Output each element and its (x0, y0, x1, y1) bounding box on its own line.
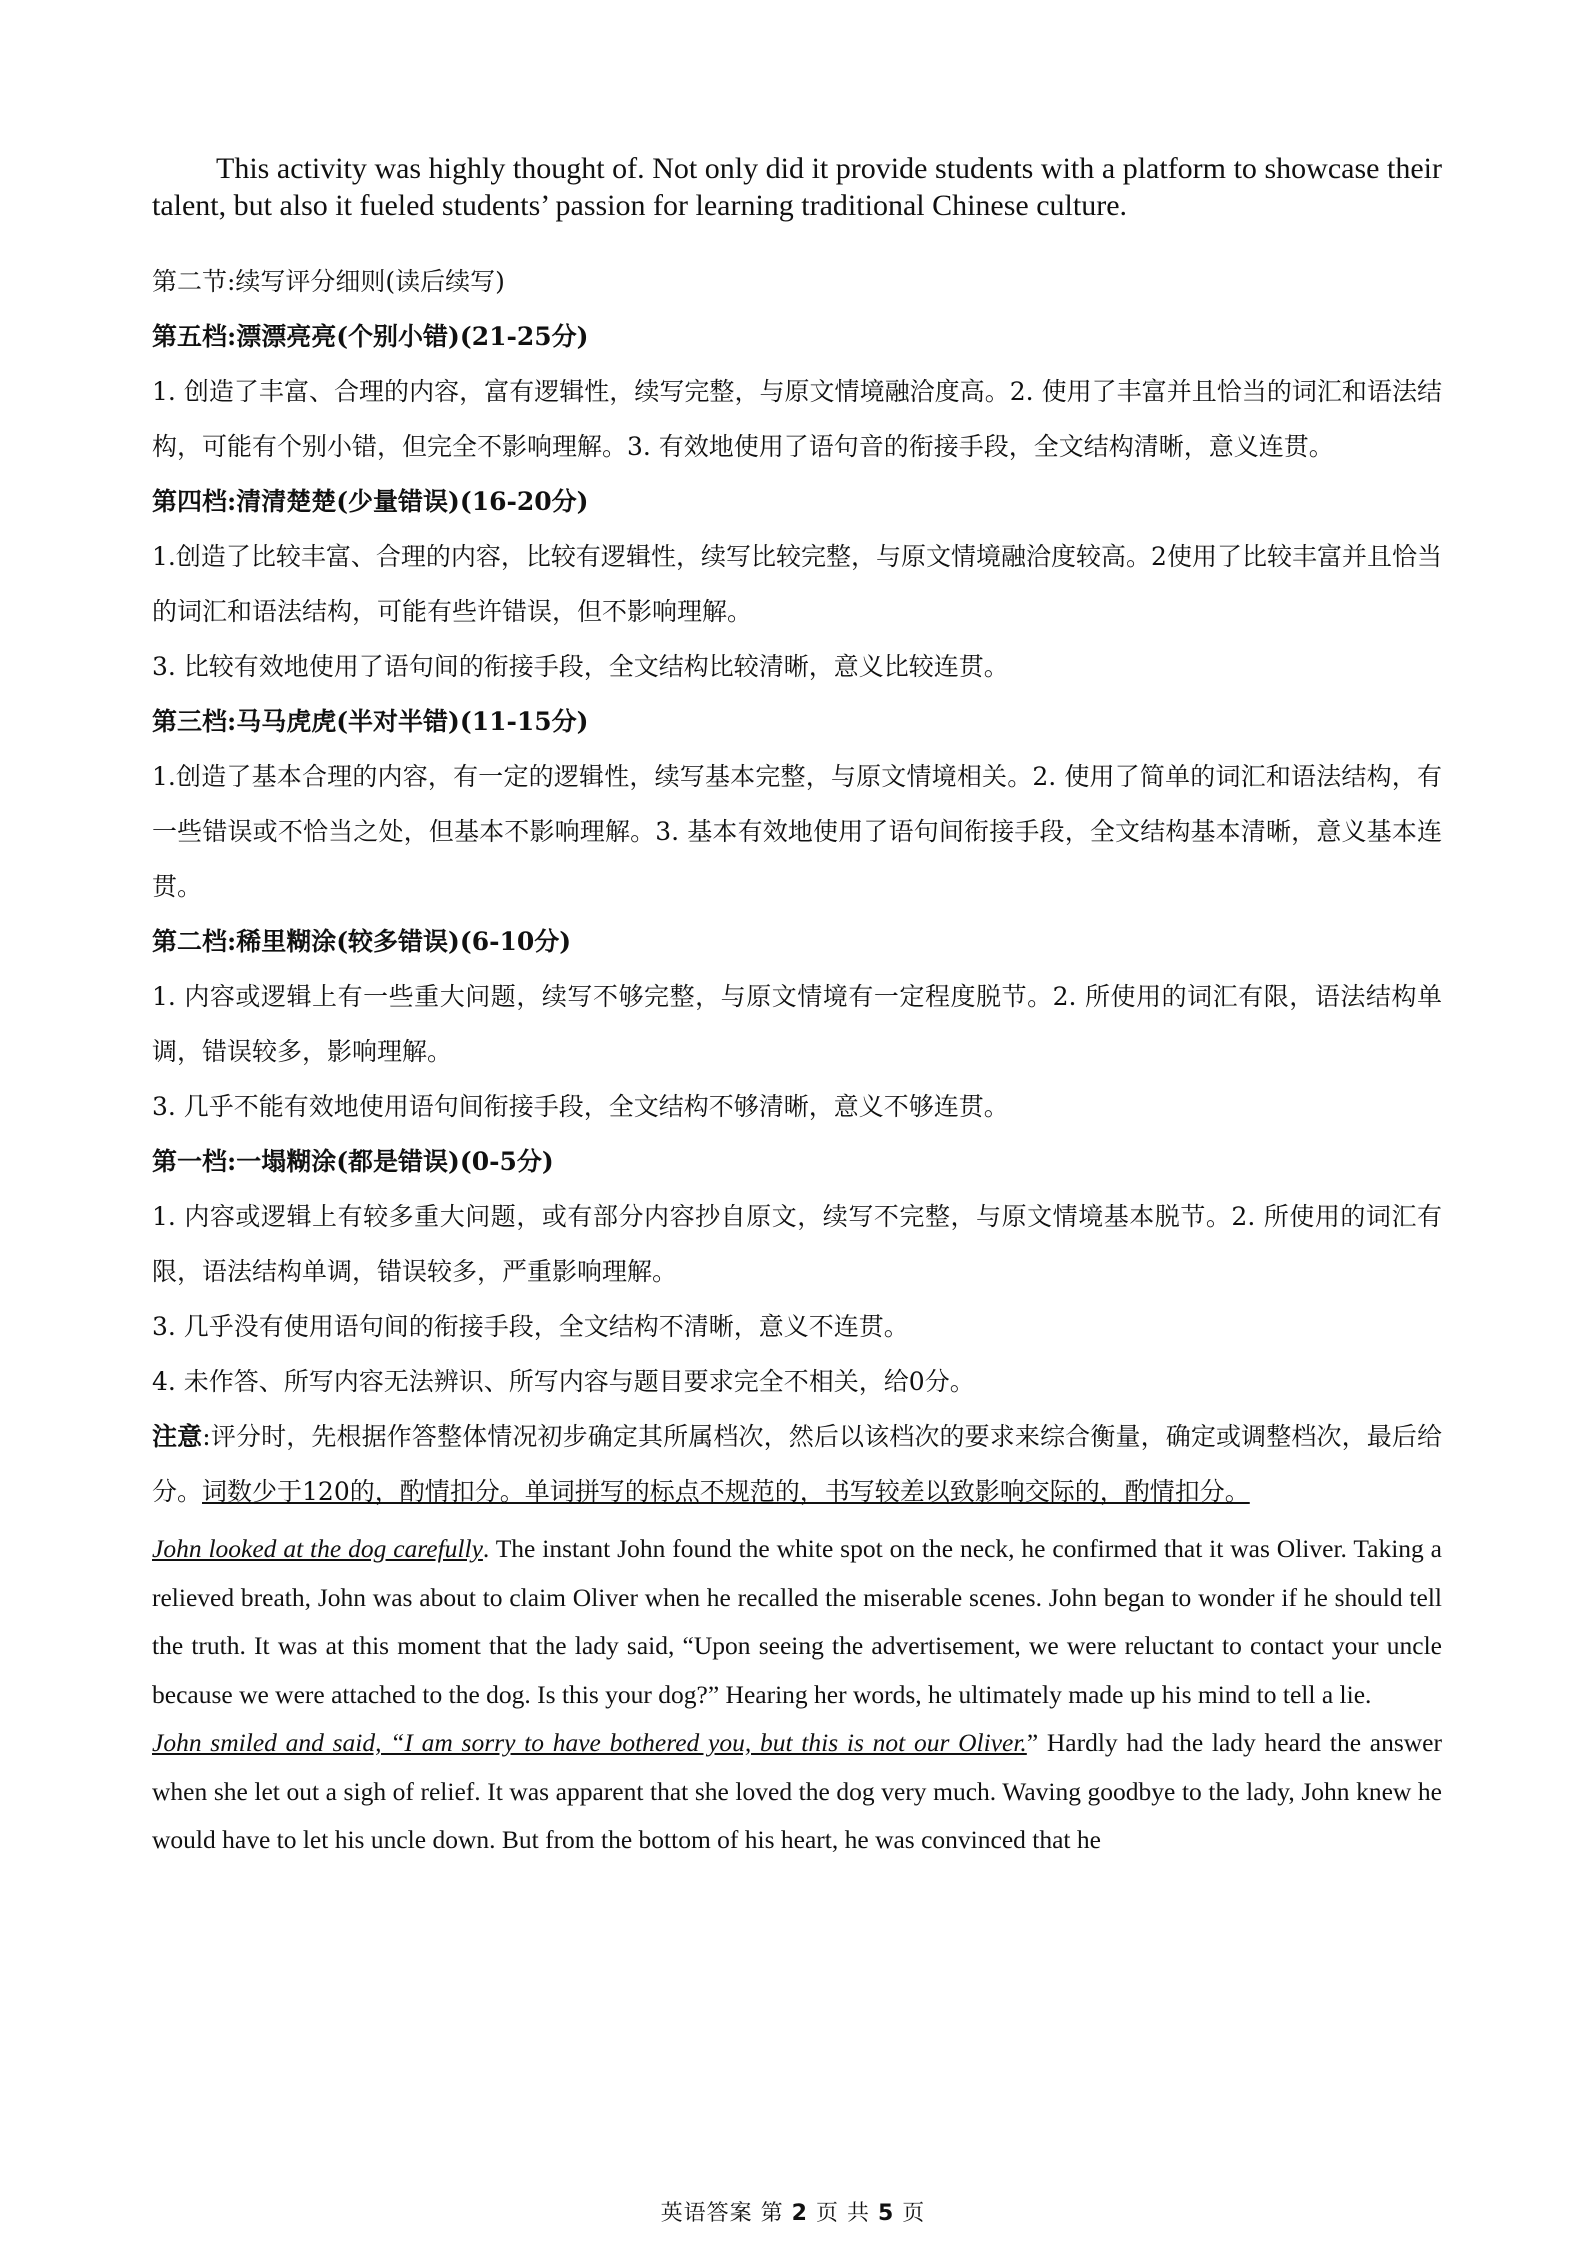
footer-middle: 页 共 (815, 2201, 870, 2226)
note-text: :评分时，先根据作答整体情况初步确定其所属档次，然后以该档次的要求来综合衡量，确定或调整档次，最后给分。 (152, 1422, 1442, 1506)
note-paragraph (152, 1409, 1442, 1519)
level-title: 第四档:清清楚楚(少量错误)(16-20分) (152, 487, 589, 516)
level-paragraph: 1.创造了比较丰富、合理的内容，比较有逻辑性，续写比较完整，与原文情境融洽度较高。2使用了比较丰富并且恰当的词汇和语法结构，可能有些许错误，但不影响理解。 (152, 542, 1442, 626)
answer-page (152, 150, 1442, 1865)
level-paragraph: 1. 内容或逻辑上有一些重大问题，续写不够完整，与原文情境有一定程度脱节。2. 所使用的词汇有限，语法结构单调，错误较多，影响理解。 (152, 982, 1442, 1066)
level-1 (152, 1134, 1442, 1409)
essay-body: . The instant John found the white spot on the neck, he confirmed that it was Oliver. Taking a relieved breath, John was about to claim Oliver when he recalled the miserable scenes. John began to wonder if he should tell the truth. It was at this moment that the lady said, “Upon seeing the advertisement, we were reluctant to contact your uncle because we were attached to the dog. Is this your dog?” Hearing her words, he ultimately made up his mind to tell a lie. (152, 1534, 1442, 1709)
essay-paragraph-2 (152, 1719, 1442, 1865)
level-title: 第三档:马马虎虎(半对半错)(11-15分) (152, 707, 589, 736)
essay-paragraph-1 (152, 1525, 1442, 1719)
level-2 (152, 914, 1442, 1134)
footer-total-pages: 5 (877, 2201, 895, 2226)
level-title: 第五档:漂漂亮亮(个别小错)(21-25分) (152, 322, 589, 351)
level-paragraph: 4. 未作答、所写内容无法辨识、所写内容与题目要求完全不相关，给0分。 (152, 1367, 975, 1396)
level-title: 第一档:一塌糊涂(都是错误)(0-5分) (152, 1147, 554, 1176)
level-paragraph: 3. 几乎没有使用语句间的衔接手段，全文结构不清晰，意义不连贯。 (152, 1312, 909, 1341)
sample-essay (152, 1525, 1442, 1865)
section-title: 第二节:续写评分细则(读后续写) (152, 267, 505, 296)
essay-lead-sentence: John looked at the dog carefully (152, 1534, 483, 1563)
level-3 (152, 694, 1442, 914)
level-paragraph: 3. 几乎不能有效地使用语句间衔接手段，全文结构不够清晰，意义不够连贯。 (152, 1092, 1009, 1121)
essay-lead-sentence: John smiled and said, “I am sorry to have bothered you, but this is not our Oliver. (152, 1728, 1027, 1757)
level-title: 第二档:稀里糊涂(较多错误)(6-10分) (152, 927, 572, 956)
level-paragraph: 1.创造了基本合理的内容，有一定的逻辑性，续写基本完整，与原文情境相关。2. 使用了简单的词汇和语法结构，有一些错误或不恰当之处，但基本不影响理解。3. 基本有效地使用了语句间衔接手段，全文结构基本清晰，意义基本连贯。 (152, 762, 1442, 901)
level-paragraph: 1. 内容或逻辑上有较多重大问题，或有部分内容抄自原文，续写不完整，与原文情境基本脱节。2. 所使用的词汇有限，语法结构单调，错误较多，严重影响理解。 (152, 1202, 1442, 1286)
level-5 (152, 309, 1442, 474)
essay-body: ” Hardly had the lady heard the answer when she let out a sigh of relief. It was apparent that she loved the dog very much. Waving goodbye to the lady, John knew he would have to let his uncle down. But from the bottom of his heart, he was convinced that he (152, 1728, 1442, 1854)
level-paragraph: 1. 创造了丰富、合理的内容，富有逻辑性，续写完整，与原文情境融洽度高。2. 使用了丰富并且恰当的词汇和语法结构，可能有个别小错，但完全不影响理解。3. 有效地使用了语句音的衔接手段，全文结构清晰，意义连贯。 (152, 377, 1442, 461)
footer-page-number: 2 (791, 2201, 808, 2226)
level-4 (152, 474, 1442, 694)
footer-prefix: 英语答案 第 (660, 2201, 784, 2226)
level-paragraph: 3. 比较有效地使用了语句间的衔接手段，全文结构比较清晰，意义比较连贯。 (152, 652, 1009, 681)
note-underlined: 词数少于120的，酌情扣分。单词拼写的标点不规范的，书写较差以致影响交际的，酌情扣分。 (202, 1477, 1250, 1506)
intro-paragraph: This activity was highly thought of. Not only did it provide students with a platform to showcase their talent, but also it fueled students’ passion for learning traditional Chinese culture. (152, 152, 1442, 222)
note-label: 注意 (152, 1422, 203, 1451)
page-footer (0, 2196, 1586, 2227)
footer-suffix: 页 (902, 2201, 926, 2226)
